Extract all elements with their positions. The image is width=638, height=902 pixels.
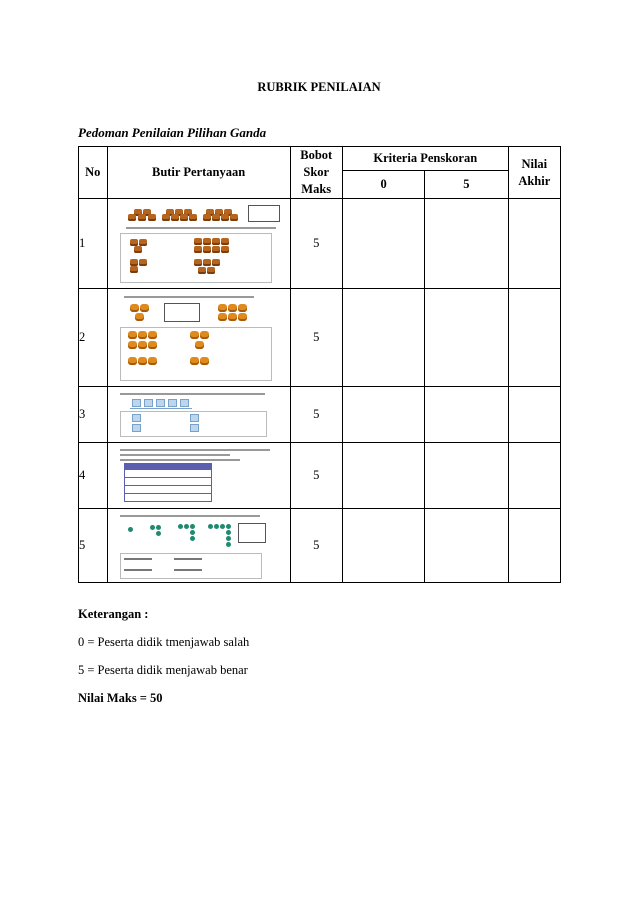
nilai-akhir-cell[interactable] <box>508 289 560 387</box>
score-5-cell[interactable] <box>425 199 508 289</box>
score-5-cell[interactable] <box>425 443 508 509</box>
notes-line-5: 5 = Peserta didik menjawab benar <box>78 663 248 677</box>
question-2-image <box>108 291 288 385</box>
row-no: 5 <box>79 509 108 583</box>
table-row <box>79 443 561 509</box>
nilai-akhir-cell[interactable] <box>508 443 560 509</box>
score-0-cell[interactable] <box>342 509 424 583</box>
header-item: Butir Pertanyaan <box>107 147 290 199</box>
question-cell <box>107 509 290 583</box>
row-no: 2 <box>79 289 108 387</box>
header-nilai: Nilai Akhir <box>508 147 560 199</box>
row-no: 4 <box>79 443 108 509</box>
question-cell <box>107 199 290 289</box>
nilai-akhir-cell[interactable] <box>508 199 560 289</box>
row-no: 3 <box>79 387 108 443</box>
row-bobot: 5 <box>290 199 342 289</box>
table-row <box>79 289 561 387</box>
nilai-akhir-cell[interactable] <box>508 509 560 583</box>
notes-max-score: Nilai Maks = 50 <box>78 691 163 705</box>
score-0-cell[interactable] <box>342 199 424 289</box>
question-3-image <box>108 389 288 441</box>
page-title: RUBRIK PENILAIAN <box>257 80 381 94</box>
header-k0: 0 <box>342 171 424 199</box>
header-kriteria: Kriteria Penskoran <box>342 147 508 171</box>
row-bobot: 5 <box>290 289 342 387</box>
score-0-cell[interactable] <box>342 443 424 509</box>
score-0-cell[interactable] <box>342 387 424 443</box>
table-row <box>79 199 561 289</box>
header-bobot: Bobot Skor Maks <box>290 147 342 199</box>
row-bobot: 5 <box>290 443 342 509</box>
row-bobot: 5 <box>290 387 342 443</box>
question-4-image <box>108 445 288 507</box>
question-cell <box>107 387 290 443</box>
question-cell <box>107 289 290 387</box>
rubric-table <box>78 146 561 583</box>
row-no: 1 <box>79 199 108 289</box>
notes-line-0: 0 = Peserta didik tmenjawab salah <box>78 635 250 649</box>
nilai-akhir-cell[interactable] <box>508 387 560 443</box>
score-5-cell[interactable] <box>425 387 508 443</box>
header-no: No <box>79 147 108 199</box>
table-row <box>79 509 561 583</box>
row-bobot: 5 <box>290 509 342 583</box>
score-0-cell[interactable] <box>342 289 424 387</box>
question-5-image <box>108 511 288 581</box>
question-cell <box>107 443 290 509</box>
score-5-cell[interactable] <box>425 509 508 583</box>
section-subtitle: Pedoman Penilaian Pilihan Ganda <box>78 125 267 140</box>
notes-section <box>78 600 249 712</box>
table-row <box>79 387 561 443</box>
question-1-image <box>108 201 288 287</box>
score-5-cell[interactable] <box>425 289 508 387</box>
notes-heading: Keterangan : <box>78 607 149 621</box>
header-k5: 5 <box>425 171 508 199</box>
